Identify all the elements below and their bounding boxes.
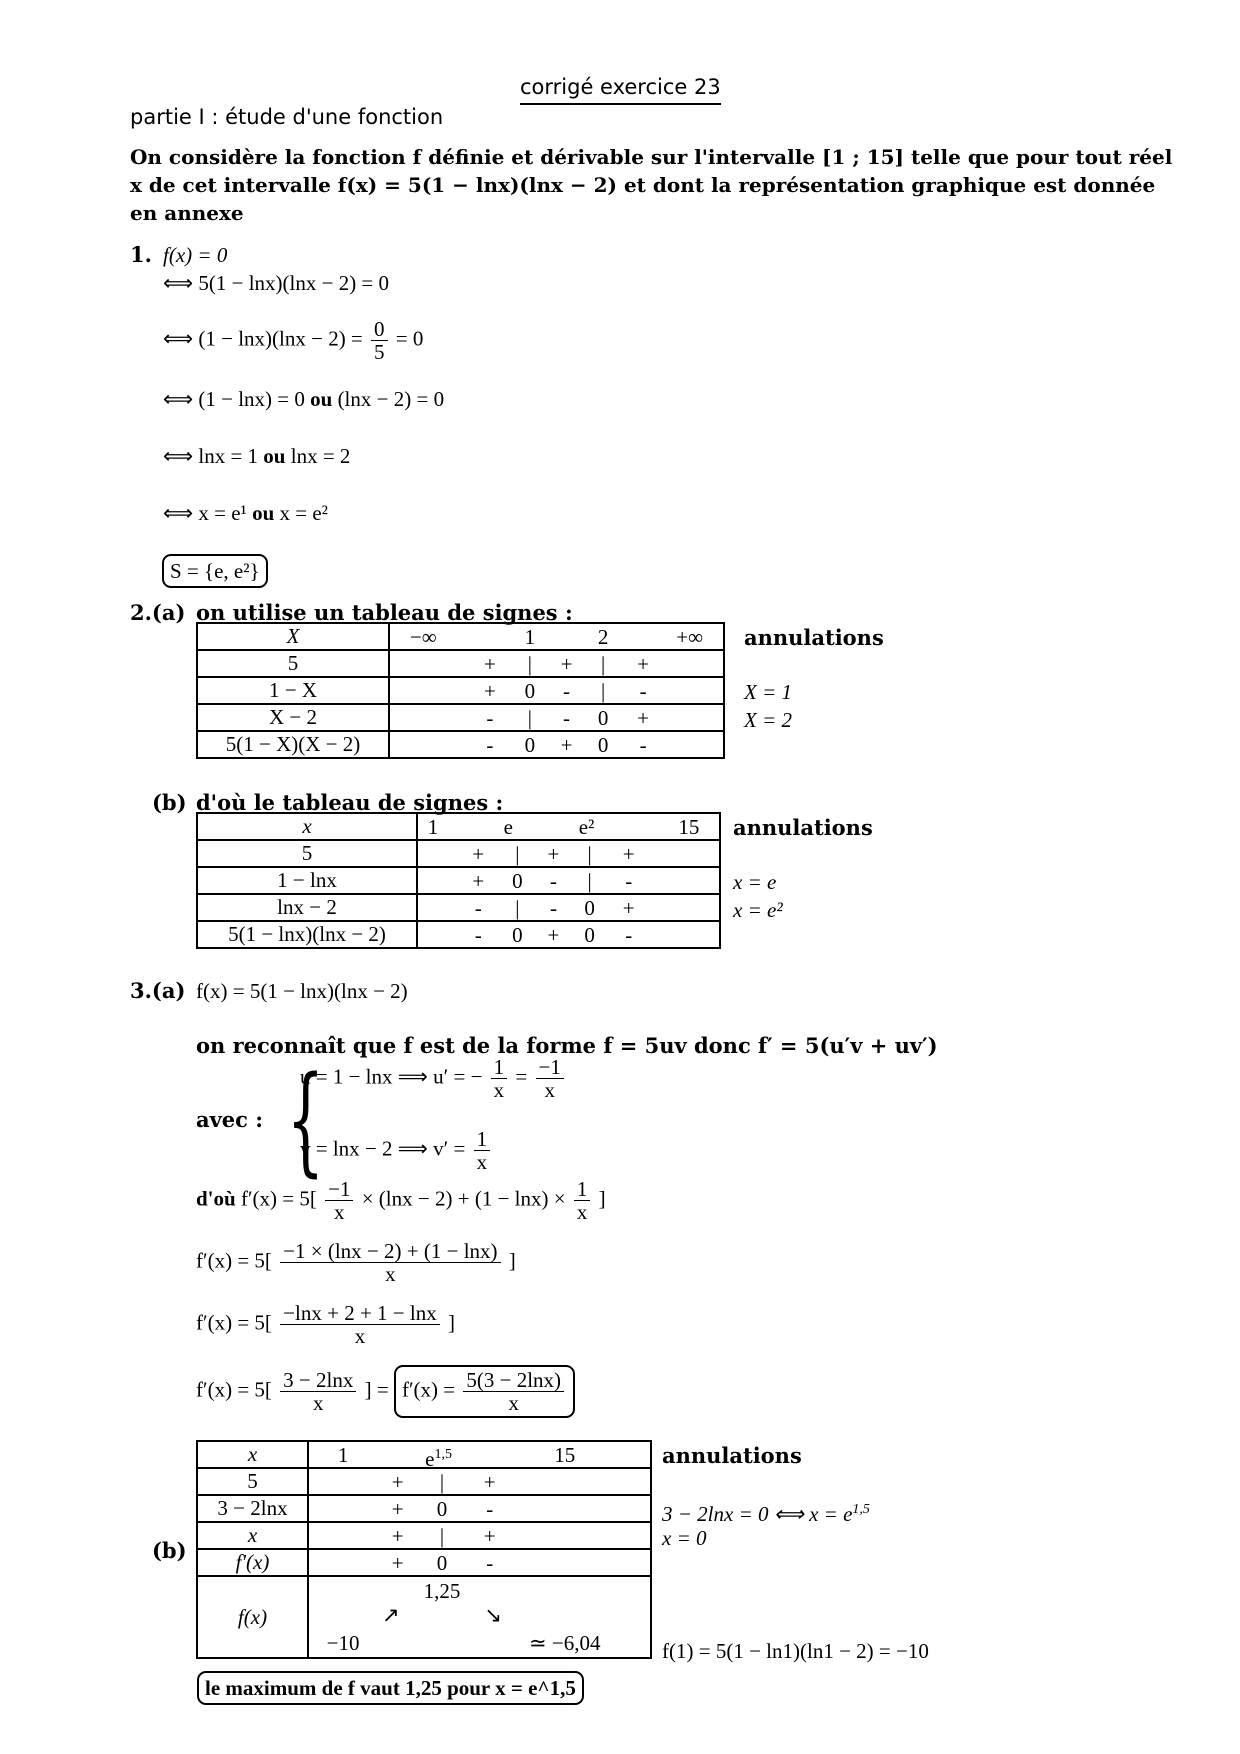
variation-max: 1,25: [423, 1579, 461, 1603]
q1-line-3: ⟺ (1 − lnx)(lnx − 2) = $\frac{0}{5}$ = 0: [163, 317, 424, 364]
sign-cell: [390, 706, 723, 730]
table-header-variable: X: [197, 623, 389, 650]
variation-box: [309, 1577, 650, 1657]
table-header-values: [308, 1441, 651, 1471]
sign-value: 0: [512, 922, 523, 947]
sign-value: 0: [584, 922, 595, 947]
sign-value: 0: [436, 1496, 448, 1521]
variation-table-grid: [196, 1440, 652, 1659]
row-label: 1 − X: [197, 677, 389, 704]
intro-line-2: x de cet intervalle f(x) = 5(1 − lnx)(lnx − 2) et dont la représentation graphique est donnée: [130, 173, 1156, 197]
table-row: [197, 867, 720, 894]
q2a-label: 2.(a): [130, 600, 186, 625]
sign-value: +: [547, 922, 560, 947]
derivative-line-4: f′(x) = 5[ $\frac{3 - 2\ln x}{x}$ ] = f′(x) = $\frac{5(3 - 2\ln x)}{x}$: [196, 1365, 575, 1418]
header-value: 1: [524, 624, 536, 649]
table-b-annulations: annulations: [733, 815, 873, 840]
sign-value: |: [439, 1469, 445, 1494]
annulation-note: X = 1: [744, 680, 792, 704]
header-value: +∞: [676, 624, 704, 649]
q1-line-1: f(x) = 0: [163, 243, 228, 267]
sign-cell: [309, 1497, 650, 1521]
row-label: 5(1 − lnx)(lnx − 2): [197, 921, 417, 948]
row-label: f′(x): [197, 1549, 308, 1576]
row-label: lnx − 2: [197, 894, 417, 921]
sign-value: +: [560, 651, 573, 676]
page-title: corrigé exercice 23: [520, 74, 721, 105]
q3a-recognize: on reconnaît que f est de la forme f = 5uv donc f′ = 5(u′v + uv′): [196, 1033, 938, 1058]
sign-value: +: [391, 1550, 404, 1575]
row-signs: [389, 650, 724, 677]
row-signs: [417, 867, 720, 894]
row-signs: [417, 894, 720, 921]
variation-label: f(x): [197, 1576, 308, 1658]
sign-value: -: [474, 895, 482, 920]
q3b-label: (b): [152, 1538, 187, 1563]
sign-value: |: [601, 678, 606, 703]
sign-value: +: [483, 1469, 496, 1494]
row-signs: [389, 704, 724, 731]
header-value: 1: [427, 814, 439, 839]
sign-value: 0: [524, 678, 536, 703]
q1-line-5: ⟺ lnx = 1 ou lnx = 2: [163, 444, 351, 468]
intro-line-1: On considère la fonction f définie et dérivable sur l'intervalle [1 ; 15] telle que pour tout réel: [130, 145, 1173, 169]
sign-cell: [309, 1470, 650, 1494]
table-row: [197, 1549, 651, 1576]
variation-row: [197, 1576, 651, 1658]
header-value: 15: [678, 814, 700, 839]
variation-start: −10: [326, 1631, 360, 1655]
sign-value: +: [483, 651, 496, 676]
sign-value: +: [637, 705, 649, 730]
sign-cell: [418, 896, 719, 920]
table-c-annulations: annulations: [662, 1443, 802, 1468]
sign-value: -: [486, 1550, 494, 1575]
table-header-values: [389, 623, 724, 650]
q1-line-6: ⟺ x = e¹ ou x = e²: [163, 501, 328, 525]
annulation-note: X = 2: [744, 708, 792, 732]
sign-value: |: [527, 705, 532, 730]
sign-value: -: [562, 705, 570, 730]
sign-value: +: [547, 841, 560, 866]
sign-value: +: [622, 841, 635, 866]
sign-value: 0: [584, 895, 595, 920]
derivative-line-3: f′(x) = 5[ $\frac{-\ln x + 2 + 1 - \ln x}{x}$ ]: [196, 1301, 455, 1348]
q1-line-4: ⟺ (1 − lnx) = 0 ou (lnx − 2) = 0: [163, 387, 445, 411]
q2b-label: (b): [152, 790, 187, 815]
sign-cell: [418, 869, 719, 893]
sign-value: -: [549, 895, 557, 920]
sign-value: |: [587, 868, 592, 893]
row-label: 5: [197, 840, 417, 867]
sign-value: +: [560, 732, 573, 757]
derivative-result-box: f′(x) = $\frac{5(3 - 2\ln x)}{x}$: [394, 1365, 575, 1418]
sign-value: +: [472, 868, 485, 893]
sign-value: -: [625, 922, 633, 947]
sign-value: -: [639, 732, 647, 757]
conclusion-box: le maximum de f vaut 1,25 pour x = e^1,5: [197, 1671, 584, 1705]
table-row: [197, 840, 720, 867]
annulation-note: x = e²: [733, 898, 783, 922]
row-label: 1 − lnx: [197, 867, 417, 894]
sign-value: 0: [436, 1550, 448, 1575]
header-value: e: [503, 814, 513, 839]
sign-value: +: [391, 1523, 404, 1548]
table-row: [197, 894, 720, 921]
variation-arrow-down: ↘: [484, 1603, 502, 1627]
sign-cell: [418, 842, 719, 866]
row-signs: [308, 1468, 651, 1495]
row-signs: [417, 840, 720, 867]
header-value: 15: [554, 1442, 576, 1467]
header-value: e²: [578, 814, 595, 839]
header-cell: [309, 1442, 650, 1471]
sign-value: +: [637, 651, 649, 676]
table-row: [197, 650, 724, 677]
table-row: [197, 921, 720, 948]
q1-solution-box: S = {e, e²}: [162, 554, 268, 588]
sign-value: |: [601, 651, 606, 676]
table-row: [197, 704, 724, 731]
sign-cell: [309, 1551, 650, 1575]
sign-value: +: [391, 1469, 404, 1494]
table-row: [197, 1495, 651, 1522]
sign-value: 0: [597, 705, 609, 730]
intro-line-3: en annexe: [130, 201, 244, 225]
sign-value: -: [486, 1496, 494, 1521]
sign-value: 0: [597, 732, 609, 757]
table-row: [197, 1522, 651, 1549]
sign-value: +: [483, 1523, 496, 1548]
f1-note: f(1) = 5(1 − ln1)(ln1 − 2) = −10: [662, 1639, 929, 1663]
q3a-label: 3.(a): [130, 978, 186, 1003]
table-header-values: [417, 813, 720, 840]
sign-value: |: [515, 841, 520, 866]
q3a-line-1: f(x) = 5(1 − lnx)(lnx − 2): [196, 979, 408, 1003]
sign-value: -: [639, 678, 647, 703]
sign-cell: [390, 733, 723, 757]
sign-value: +: [483, 678, 496, 703]
table-header-variable: x: [197, 813, 417, 840]
row-signs: [308, 1495, 651, 1522]
row-signs: [308, 1549, 651, 1576]
row-signs: [417, 921, 720, 948]
sign-table: [196, 622, 725, 759]
sign-value: -: [549, 868, 557, 893]
sign-value: +: [391, 1496, 404, 1521]
sign-value: 0: [512, 868, 523, 893]
v-line: v = lnx − 2 ⟹ v′ = $\frac{1}{x}$: [300, 1128, 493, 1173]
sign-cell: [418, 923, 719, 947]
derivative-line-1: d'où f′(x) = 5[ $\frac{-1}{x}$ × (lnx − 2) + (1 − lnx) × $\frac{1}{x}$ ]: [196, 1177, 606, 1224]
row-signs: [389, 731, 724, 758]
derivative-line-2: f′(x) = 5[ $\frac{-1 \times (\ln x - 2) + (1 - \ln x)}{x}$ ]: [196, 1239, 516, 1286]
row-label: 5(1 − X)(X − 2): [197, 731, 389, 758]
table-row: [197, 731, 724, 758]
q3a-avec: avec :: [196, 1107, 264, 1132]
sign-cell: [390, 652, 723, 676]
header-value: −∞: [409, 624, 437, 649]
table-a-annulations: annulations: [744, 625, 884, 650]
q2b-text: d'où le tableau de signes :: [196, 790, 504, 815]
variation-end: ≃ −6,04: [529, 1631, 601, 1655]
header-cell: [418, 815, 719, 839]
sign-value: |: [587, 841, 592, 866]
table-header-variable: x: [197, 1441, 308, 1468]
q1-number: 1.: [130, 242, 152, 267]
header-value: $e^{1,5}$: [425, 1446, 452, 1471]
sign-value: -: [562, 678, 570, 703]
q1-line-2: ⟺ 5(1 − lnx)(lnx − 2) = 0: [163, 271, 390, 295]
table-row: [197, 677, 724, 704]
sign-value: -: [486, 732, 494, 757]
sign-value: |: [515, 895, 520, 920]
part-title: partie I : étude d'une fonction: [130, 105, 444, 129]
row-label: 3 − 2lnx: [197, 1495, 308, 1522]
sign-value: -: [486, 705, 494, 730]
u-line: u = 1 − lnx ⟹ u′ = − $\frac{1}{x}$ = $\frac{-1}{x}$: [300, 1056, 567, 1101]
sign-table: [196, 812, 721, 949]
q2a-text: on utilise un tableau de signes :: [196, 600, 573, 625]
row-label: 5: [197, 1468, 308, 1495]
sign-value: 0: [524, 732, 536, 757]
sign-cell: [309, 1524, 650, 1548]
header-value: 2: [597, 624, 609, 649]
sign-value: +: [622, 895, 635, 920]
sign-value: -: [625, 868, 633, 893]
annulation-note: x = e: [733, 870, 777, 894]
row-signs: [389, 677, 724, 704]
header-value: 1: [337, 1442, 349, 1467]
row-label: X − 2: [197, 704, 389, 731]
row-label: 5: [197, 650, 389, 677]
sign-value: |: [527, 651, 532, 676]
sign-value: |: [439, 1523, 445, 1548]
row-label: x: [197, 1522, 308, 1549]
variation-arrow-up: ↗: [382, 1603, 400, 1627]
table-row: [197, 1468, 651, 1495]
row-signs: [308, 1522, 651, 1549]
variation-cell: [308, 1576, 651, 1658]
sign-cell: [390, 679, 723, 703]
annulation-note: x = 0: [662, 1526, 707, 1550]
sign-value: -: [474, 922, 482, 947]
brace: {: [286, 1050, 325, 1188]
header-cell: [390, 625, 723, 649]
sign-value: +: [472, 841, 485, 866]
annulation-note: 3 − 2lnx = 0 ⟺ $x = e^{1,5}$: [662, 1502, 870, 1526]
